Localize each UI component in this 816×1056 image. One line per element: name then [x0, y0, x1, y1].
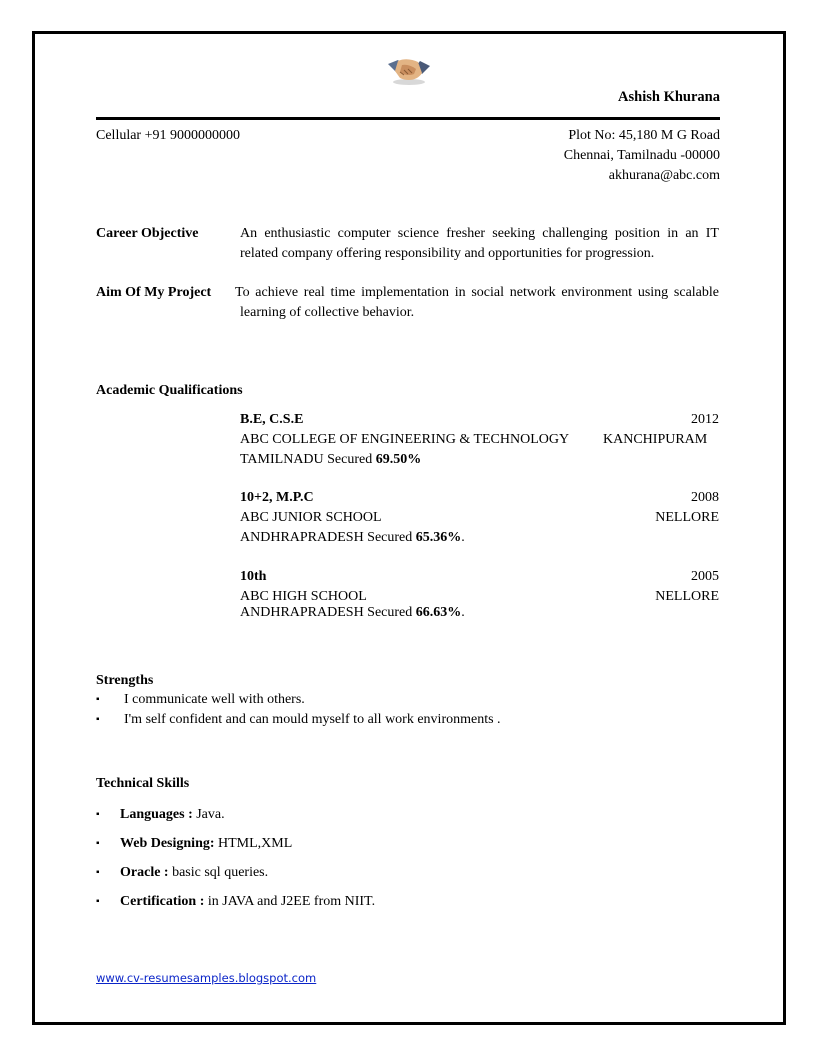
bullet-icon: ▪	[96, 896, 100, 907]
bullet-icon: ▪	[96, 809, 100, 820]
handshake-icon	[386, 52, 432, 88]
institution-name: ABC HIGH SCHOOL	[240, 589, 367, 604]
skill-item	[120, 892, 375, 911]
skill-label: Certification :	[120, 894, 205, 909]
skill-value: basic sql queries.	[168, 865, 269, 880]
project-aim-line2: learning of collective behavior.	[240, 305, 415, 320]
score-value: 66.63%	[415, 605, 462, 620]
project-aim-heading: Aim Of My Project	[96, 285, 212, 300]
candidate-name: Ashish Khurana	[618, 89, 720, 105]
score-value: 65.36%	[415, 530, 462, 545]
skill-label: Languages :	[120, 807, 193, 822]
strength-item: I'm self confident and can mould myself to all work environments .	[124, 712, 501, 727]
cellular-number: Cellular +91 9000000000	[96, 128, 240, 143]
email-address: akhurana@abc.com	[608, 168, 720, 183]
bullet-icon: ▪	[96, 694, 100, 705]
degree-title: 10+2, M.P.C	[240, 490, 314, 505]
career-objective-line1: An enthusiastic computer science fresher seeking challenging position in an IT	[240, 226, 719, 241]
degree-title: 10th	[240, 569, 267, 584]
bullet-icon: ▪	[96, 838, 100, 849]
bullet-icon: ▪	[96, 867, 100, 878]
degree-year: 2008	[691, 490, 719, 505]
score-line	[240, 528, 465, 547]
skill-value: Java.	[192, 807, 225, 822]
career-objective-line2: related company offering responsibility and opportunities for progression.	[240, 246, 655, 261]
institution-city: KANCHIPURAM	[603, 432, 708, 447]
degree-year: 2005	[691, 569, 719, 584]
skill-label: Web Designing:	[120, 836, 215, 851]
skill-item	[120, 834, 292, 853]
strengths-heading: Strengths	[96, 673, 154, 688]
score-suffix: .	[461, 605, 465, 620]
footer-website-link[interactable]: www.cv-resumesamples.blogspot.com	[96, 971, 317, 985]
technical-skills-heading: Technical Skills	[96, 776, 190, 791]
academic-heading: Academic Qualifications	[96, 383, 243, 398]
score-line	[240, 603, 465, 622]
score-suffix: .	[461, 530, 465, 545]
header-divider	[96, 117, 720, 120]
strength-item: I communicate well with others.	[124, 692, 305, 707]
address-line1: Plot No: 45,180 M G Road	[568, 128, 720, 143]
skill-item	[120, 805, 225, 824]
state-text: TAMILNADU Secured	[240, 452, 376, 467]
bullet-icon: ▪	[96, 714, 100, 725]
skill-value: in JAVA and J2EE from NIIT.	[204, 894, 376, 909]
institution-city: NELLORE	[655, 589, 719, 604]
address-line2: Chennai, Tamilnadu -00000	[563, 148, 720, 163]
skill-label: Oracle :	[120, 865, 169, 880]
state-text: ANDHRAPRADESH Secured	[240, 605, 416, 620]
institution-name: ABC JUNIOR SCHOOL	[240, 510, 382, 525]
skill-item	[120, 863, 268, 882]
score-value: 69.50%	[375, 452, 422, 467]
skill-value: HTML,XML	[214, 836, 293, 851]
project-aim-line1: To achieve real time implementation in social network environment using scalable	[235, 285, 719, 300]
degree-year: 2012	[691, 412, 719, 427]
career-objective-heading: Career Objective	[96, 226, 199, 241]
institution-city: NELLORE	[655, 510, 719, 525]
state-text: ANDHRAPRADESH Secured	[240, 530, 416, 545]
score-line	[240, 450, 421, 469]
degree-title: B.E, C.S.E	[240, 412, 304, 427]
institution-name: ABC COLLEGE OF ENGINEERING & TECHNOLOGY	[240, 432, 570, 447]
